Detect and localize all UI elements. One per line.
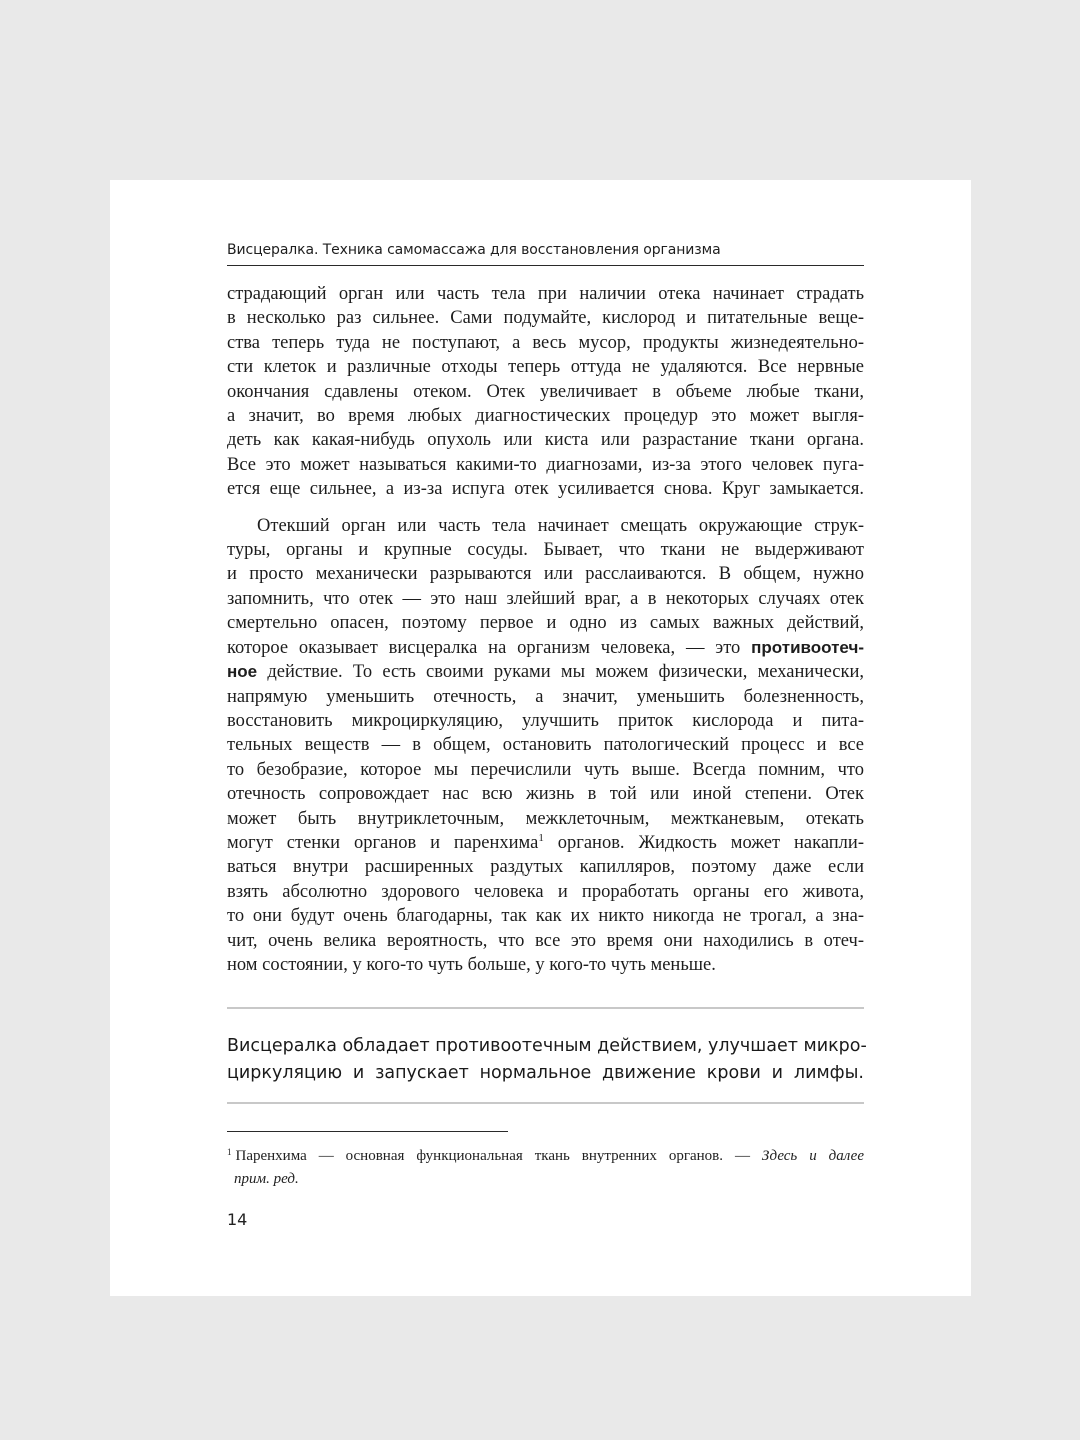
text-line: взять абсолютно здорового человека и проработать органы его живота, xyxy=(227,881,864,902)
text-line: ется еще сильнее, а из-за испуга отек усиливается снова. Круг замыкается. xyxy=(227,479,864,500)
footnote-line xyxy=(227,1141,864,1168)
text-run: действие. То есть своими руками мы можем физически, механически, xyxy=(257,662,864,683)
text-run: которое оказывает висцералка на организм человека, — это xyxy=(227,637,752,658)
footnote-reference[interactable]: 1 xyxy=(538,831,544,844)
text-line: в несколько раз сильнее. Сами подумайте, кислород и питательные веще- xyxy=(227,308,864,329)
text-line xyxy=(227,831,864,855)
text-line: а значит, во время любых диагностических процедур это может выгля- xyxy=(227,406,864,427)
paragraph-1 xyxy=(227,282,864,502)
footnote-line xyxy=(227,1168,864,1191)
text-line: напрямую уменьшить отечность, а значит, уменьшить болезненность, xyxy=(227,686,864,707)
text-line: то безобразие, которое мы перечислили чуть выше. Всегда помним, что xyxy=(227,759,864,780)
text-run: органов. Жидкость может накапли- xyxy=(543,832,864,853)
text-line: деть как какая-нибудь опухоль или киста или разрастание ткани органа. xyxy=(227,430,864,451)
text-line: может быть внутриклеточным, межклеточным, межтканевым, отекать xyxy=(227,808,864,829)
page-number: 14 xyxy=(227,1210,248,1229)
text-line: то они будут очень благодарны, так как их никто никогда не трогал, а зна- xyxy=(227,906,864,927)
pullquote-top-rule xyxy=(227,1007,864,1009)
pullquote-bottom-rule xyxy=(227,1102,864,1104)
text-line: Отекший орган или часть тела начинает смещать окружающие струк- xyxy=(257,515,864,536)
footnote xyxy=(227,1141,864,1191)
text-line: восстановить микроциркуляцию, улучшить приток кислорода и пита- xyxy=(227,710,864,731)
footnote-text: Паренхима — основная функциональная ткань внутренних органов. — xyxy=(235,1148,762,1164)
text-line: ном состоянии, у кого-то чуть больше, у кого-то чуть меньше. xyxy=(227,954,716,975)
text-line: смертельно опасен, поэтому первое и одно из самых важных действий, xyxy=(227,613,864,634)
paragraph-2 xyxy=(227,514,864,978)
book-page xyxy=(110,180,971,1296)
footnote-marker: 1 xyxy=(227,1147,232,1157)
text-line: тельных веществ — в общем, остановить патологический процесс и все xyxy=(227,735,864,756)
text-line: страдающий орган или часть тела при наличии отека начинает страдать xyxy=(227,284,864,304)
pullquote-line: Висцералка обладает противоотечным действием, улучшает микро- xyxy=(227,1036,867,1056)
pullquote-line: циркуляцию и запускает нормальное движение крови и лимфы. xyxy=(227,1063,864,1083)
text-line: запомнить, что отек — это наш злейший враг, а в некоторых случаях отек xyxy=(227,588,864,609)
emphasis-term: противоотеч- xyxy=(751,637,864,657)
text-line: чит, очень велика вероятность, что все это время они находились в отеч- xyxy=(227,930,864,951)
footnote-separator xyxy=(227,1131,508,1132)
text-run: могут стенки органов и паренхима xyxy=(227,832,539,853)
text-line: Все это может называться какими-то диагнозами, из-за этого человек пуга- xyxy=(227,454,864,475)
text-line xyxy=(227,636,864,660)
text-line: отечность сопровождает нас всю жизнь в той или иной степени. Отек xyxy=(227,784,864,805)
pullquote xyxy=(227,1033,867,1087)
body-text xyxy=(227,282,864,977)
footnote-italic: Здесь и далее xyxy=(761,1148,864,1164)
footnote-italic: прим. ред. xyxy=(234,1171,299,1187)
text-line xyxy=(227,660,864,684)
text-line: и просто механически разрываются или расслаиваются. В общем, нужно xyxy=(227,564,864,585)
text-line: ства теперь туда не поступают, а весь мусор, продукты жизнедеятельно- xyxy=(227,332,864,353)
text-line: окончания сдавлены отеком. Отек увеличивает в объеме любые ткани, xyxy=(227,381,864,402)
emphasis-term: ное xyxy=(227,662,258,682)
text-line: сти клеток и различные отходы теперь оттуда не удаляются. Все нервные xyxy=(227,357,864,378)
running-title: Висцералка. Техника самомассажа для восстановления организма xyxy=(227,242,864,266)
text-line: туры, органы и крупные сосуды. Бывает, что ткани не выдерживают xyxy=(227,540,864,561)
text-line: ваться внутри расширенных раздутых капилляров, поэтому даже если xyxy=(227,857,864,878)
